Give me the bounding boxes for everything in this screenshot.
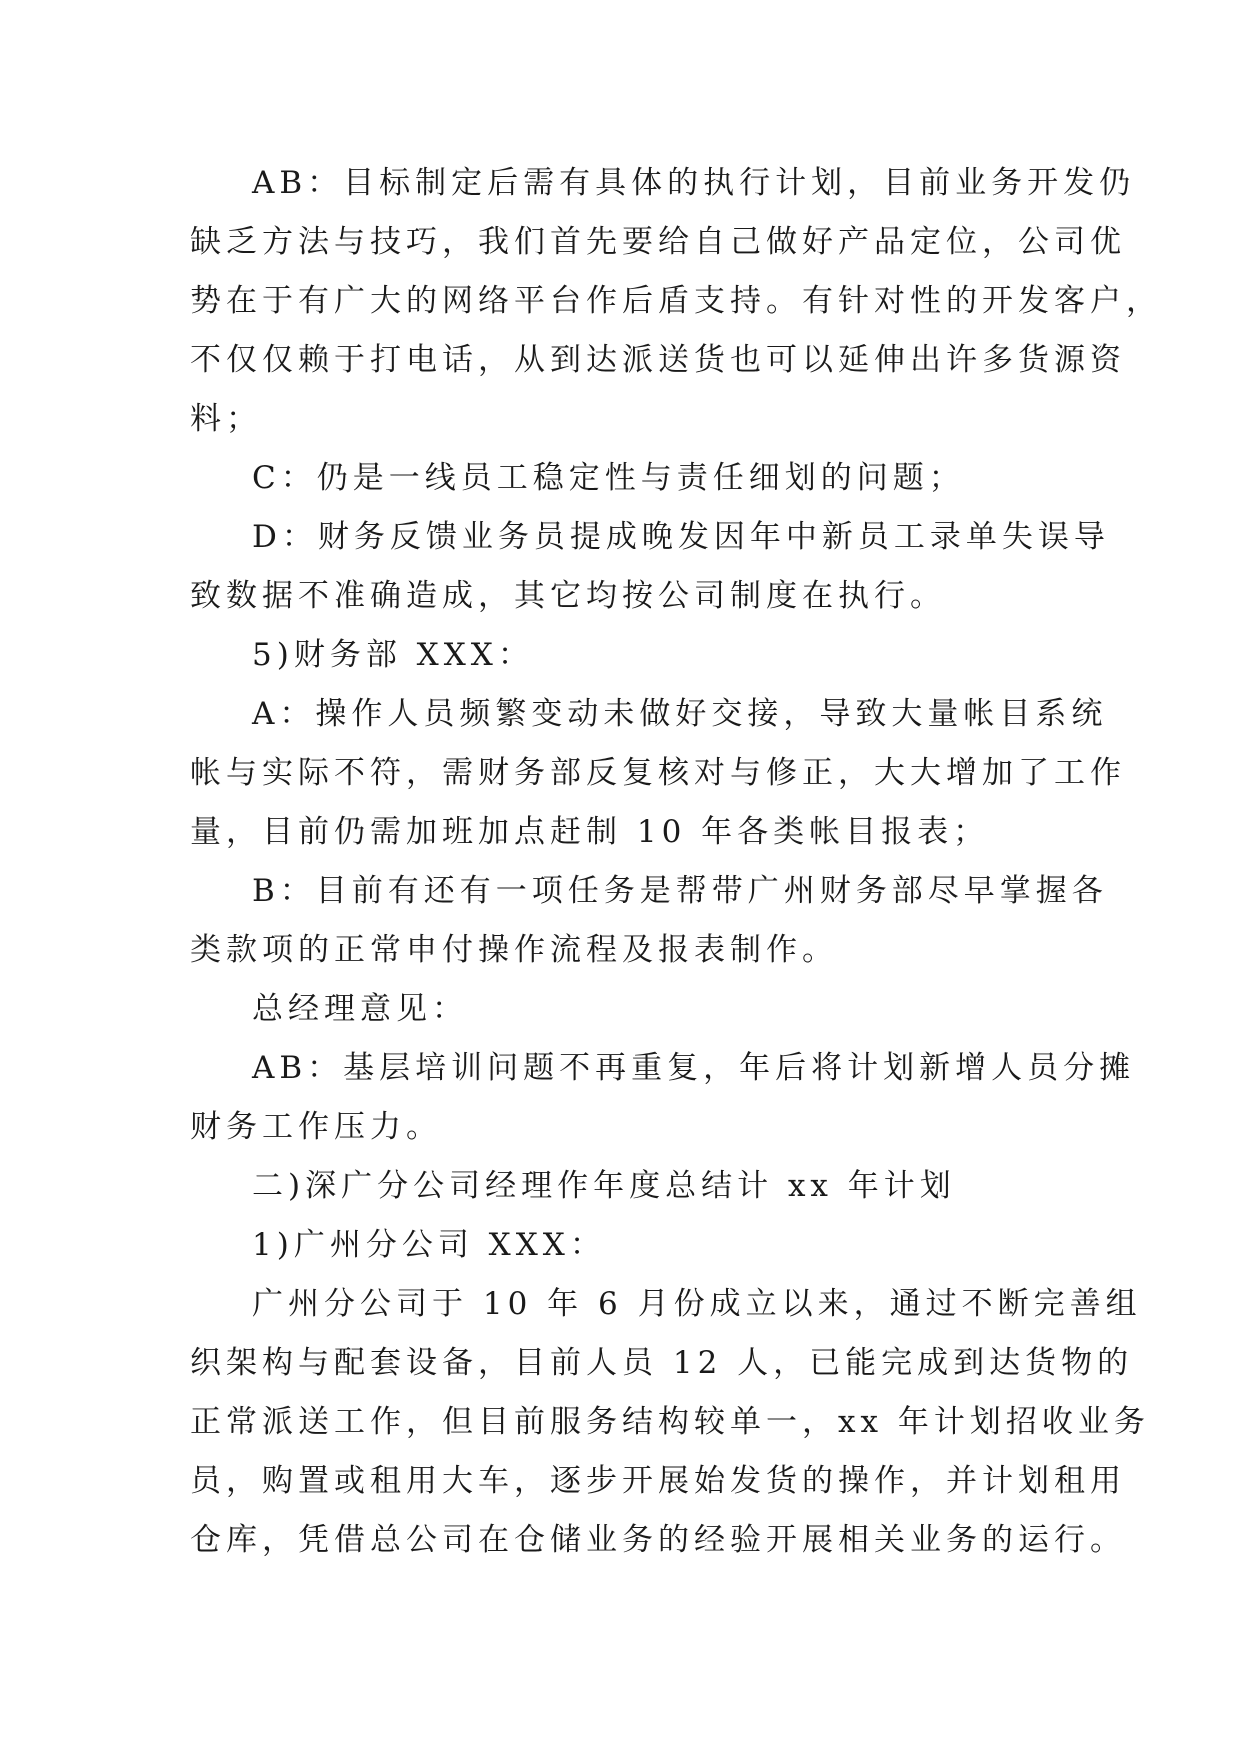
- text-line: C：仍是一线员工稳定性与责任细划的问题；: [252, 460, 965, 496]
- text-line: B：目前有还有一项任务是帮带广州财务部尽早掌握各: [252, 873, 1108, 909]
- text-line: AB：基层培训问题不再重复，年后将计划新增人员分摊: [252, 1050, 1136, 1086]
- text-line: 财务工作压力。: [190, 1109, 442, 1145]
- section-heading: 二)深广分公司经理作年度总结计 xx 年计划: [252, 1168, 956, 1204]
- document-body: [190, 154, 1162, 1570]
- text-line: 员，购置或租用大车，逐步开展始发货的操作，并计划租用: [190, 1463, 1126, 1499]
- text-line: 缺乏方法与技巧，我们首先要给自己做好产品定位，公司优: [190, 224, 1126, 260]
- text-line: AB：目标制定后需有具体的执行计划，目前业务开发仍: [252, 165, 1136, 201]
- section-heading: 5)财务部 XXX：: [252, 637, 534, 673]
- text-line: 织架构与配套设备，目前人员 12 人，已能完成到达货物的: [190, 1345, 1134, 1381]
- text-line: 不仅仅赖于打电话，从到达派送货也可以延伸出许多货源资: [190, 342, 1126, 378]
- text-line: 势在于有广大的网络平台作后盾支持。有针对性的开发客户，: [190, 283, 1162, 319]
- section-heading: 总经理意见：: [252, 991, 468, 1027]
- text-line: 正常派送工作，但目前服务结构较单一，xx 年计划招收业务: [190, 1404, 1150, 1440]
- text-line: 帐与实际不符，需财务部反复核对与修正，大大增加了工作: [190, 755, 1126, 791]
- text-line: 类款项的正常申付操作流程及报表制作。: [190, 932, 838, 968]
- section-heading: 1)广州分公司 XXX：: [252, 1227, 606, 1263]
- text-line: D：财务反馈业务员提成晚发因年中新员工录单失误导: [252, 519, 1110, 555]
- text-line: A：操作人员频繁变动未做好交接，导致大量帐目系统: [252, 696, 1108, 732]
- text-line: 料；: [190, 401, 262, 437]
- text-line: 量，目前仍需加班加点赶制 10 年各类帐目报表；: [190, 814, 990, 850]
- text-line: 仓库，凭借总公司在仓储业务的经验开展相关业务的运行。: [190, 1522, 1126, 1558]
- text-line: 广州分公司于 10 年 6 月份成立以来，通过不断完善组: [252, 1286, 1142, 1322]
- text-line: 致数据不准确造成，其它均按公司制度在执行。: [190, 578, 946, 614]
